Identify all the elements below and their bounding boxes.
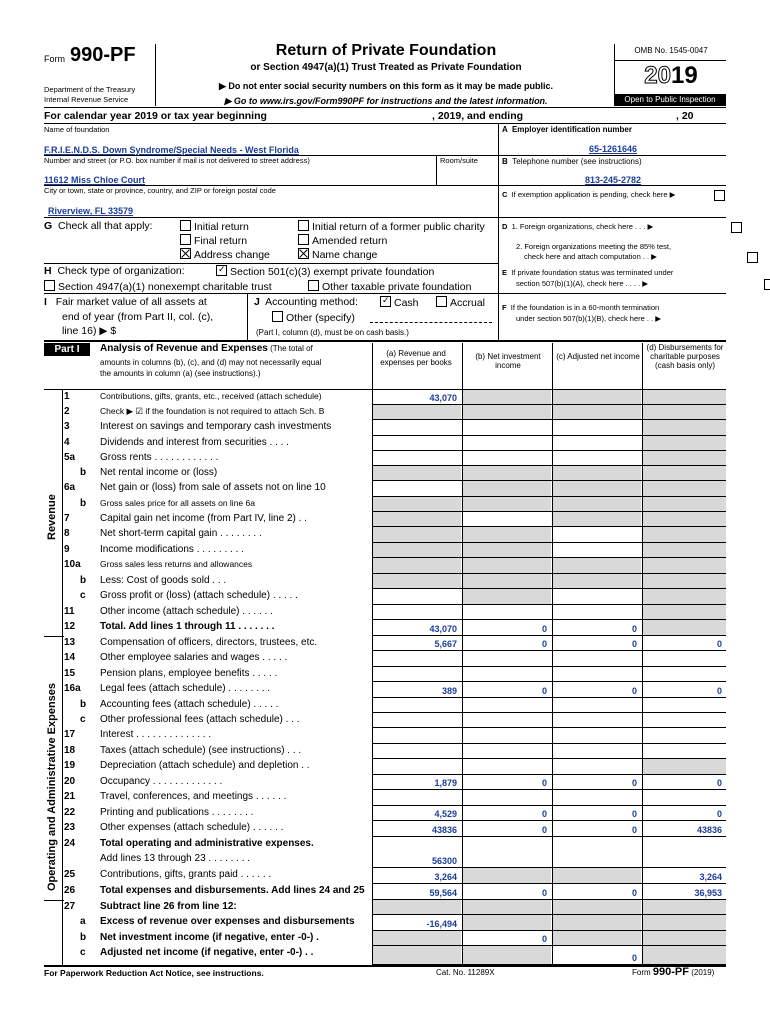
j-other-specify-line[interactable] (370, 322, 492, 323)
shaded-cell (643, 512, 726, 526)
form-title: Return of Private Foundation (275, 42, 497, 59)
room-suite-label: Room/suite (440, 156, 478, 165)
cell-b[interactable]: 0 (541, 624, 547, 634)
shaded-cell (553, 558, 641, 573)
instruction-ssn: ▶ Do not enter social security numbers on this form as it may be made public. (219, 81, 553, 91)
cell-d[interactable]: 0 (716, 639, 722, 649)
shaded-cell (553, 466, 641, 480)
row-label: Adjusted net income (if negative, enter -0-) . . (100, 947, 314, 958)
j-other[interactable]: Other (specify) (272, 311, 355, 324)
g-address-change[interactable]: Address change (180, 248, 270, 261)
row-label: Income modifications . . . . . . . . . (100, 544, 244, 555)
row-label: Depreciation (attach schedule) and depletion . . (100, 760, 310, 771)
dept-line1: Department of the Treasury (44, 85, 136, 94)
section-i-line3: line 16) ▶ $ (62, 325, 117, 337)
shaded-cell (643, 620, 726, 635)
row-number: 17 (64, 729, 76, 740)
shaded-cell (643, 405, 726, 419)
shaded-cell (463, 558, 551, 573)
shaded-cell (373, 931, 461, 945)
shaded-cell (463, 900, 551, 914)
cell-c[interactable]: 0 (631, 888, 637, 898)
cell-b[interactable]: 0 (541, 809, 547, 819)
footer-paperwork: For Paperwork Reduction Act Notice, see instructions. (44, 968, 264, 978)
calendar-year-label: For calendar year 2019 or tax year beginning (44, 110, 267, 122)
shaded-cell (643, 390, 726, 404)
shaded-cell (463, 589, 551, 604)
row-label: Net rental income or (loss) (100, 467, 218, 478)
f-line1: F If the foundation is in a 60-month termination (502, 303, 660, 312)
shaded-cell (553, 390, 641, 404)
row-number: 27 (64, 901, 76, 912)
row-number: 14 (64, 652, 76, 663)
row-number: 24 (64, 838, 76, 849)
cell-d[interactable]: 3,264 (699, 872, 722, 882)
row-number: 12 (64, 621, 76, 632)
row-number: 5a (64, 452, 76, 463)
shaded-cell (463, 915, 551, 930)
shaded-cell (643, 946, 726, 964)
shaded-cell (463, 481, 551, 496)
shaded-cell (643, 558, 726, 573)
footer-cat-no: Cat. No. 11289X (436, 968, 495, 977)
shaded-cell (463, 543, 551, 557)
g-amended-return[interactable]: Amended return (298, 234, 387, 247)
row-number: 16a (64, 683, 81, 694)
row-number: 22 (64, 807, 76, 818)
row-number: 21 (64, 791, 76, 802)
row-divider (372, 727, 726, 728)
row-number: 13 (64, 637, 76, 648)
col-a-header: (a) Revenue and expenses per books (380, 349, 452, 367)
row-number: c (80, 714, 86, 725)
omb-number: OMB No. 1545-0047 (634, 46, 708, 55)
calendar-end-year: , 20 (676, 110, 694, 122)
row-number: 7 (64, 513, 70, 524)
row-number: a (80, 916, 86, 927)
calendar-ending-label: , 2019, and ending (432, 110, 524, 122)
row-number: c (80, 590, 86, 601)
h-501c3[interactable]: ✓ Section 501(c)(3) exempt private foundation (216, 265, 434, 278)
row-label: Excess of revenue over expenses and disbursements (100, 916, 355, 927)
row-label: Subtract line 26 from line 12: (100, 901, 237, 912)
cell-c[interactable]: 0 (631, 639, 637, 649)
cell-b[interactable]: 0 (541, 778, 547, 788)
g-initial-return[interactable]: Initial return (180, 220, 249, 233)
d2-checkbox[interactable] (747, 252, 758, 263)
cell-b[interactable]: 0 (541, 934, 547, 944)
row-label: Contributions, gifts, grants paid . . . . . . (100, 869, 272, 880)
shaded-cell (643, 527, 726, 542)
cell-b[interactable]: 0 (541, 888, 547, 898)
part1-desc2: the amounts in column (a) (see instructions).) (100, 369, 261, 378)
shaded-cell (643, 466, 726, 480)
cell-c[interactable]: 0 (631, 686, 637, 696)
shaded-cell (373, 558, 461, 573)
shaded-cell (643, 481, 726, 496)
h-other-taxable[interactable]: Other taxable private foundation (308, 280, 471, 293)
row-number: 2 (64, 406, 70, 417)
shaded-cell (643, 420, 726, 435)
phone-section: B Telephone number (see instructions) (502, 157, 642, 166)
dept-line2: Internal Revenue Service (44, 95, 129, 104)
row-label: Gross sales less returns and allowances (100, 559, 253, 569)
row-label-cont: Add lines 13 through 23 . . . . . . . . (100, 853, 251, 864)
shaded-cell (463, 527, 551, 542)
street-label: Number and street (or P.O. box number if mail is not delivered to street address) (44, 156, 310, 165)
g-final-return[interactable]: Final return (180, 234, 247, 247)
row-number: 23 (64, 822, 76, 833)
e-checkbox[interactable] (764, 279, 770, 290)
section-i-line2: end of year (from Part II, col. (c), (62, 311, 214, 323)
shaded-cell (643, 436, 726, 450)
row-label: Occupancy . . . . . . . . . . . . . (100, 776, 223, 787)
foundation-name-label: Name of foundation (44, 125, 110, 134)
row-label: Other employee salaries and wages . . . . . (100, 652, 288, 663)
row-number: 11 (64, 606, 75, 617)
cell-a[interactable]: 5,667 (434, 639, 457, 649)
cell-c[interactable]: 0 (631, 953, 637, 963)
cell-a[interactable]: 59,564 (429, 888, 457, 898)
footer-form-id: Form 990-PF (2019) (632, 966, 715, 978)
part1-desc1: amounts in columns (b), (c), and (d) may not necessarily equal (100, 358, 322, 367)
city-label: City or town, state or province, country, and ZIP or foreign postal code (44, 186, 276, 195)
cell-a[interactable]: 56300 (431, 856, 457, 866)
shaded-cell (463, 497, 551, 511)
exemption-pending-checkbox[interactable] (714, 190, 725, 201)
section-g-label: G Check all that apply: (44, 220, 153, 232)
shaded-cell (463, 574, 551, 588)
shaded-cell (373, 466, 461, 480)
shaded-cell (643, 497, 726, 511)
tax-year: 2019 (644, 62, 698, 89)
shaded-cell (553, 512, 641, 526)
row-number: b (80, 932, 87, 943)
shaded-cell (643, 759, 726, 774)
row-label: Interest . . . . . . . . . . . . . . (100, 729, 212, 740)
row-number: 19 (64, 760, 76, 771)
row-number: 6a (64, 482, 76, 493)
exemption-pending: C If exemption application is pending, check here ▶ (502, 190, 676, 199)
shaded-cell (643, 574, 726, 588)
row-label: Other professional fees (attach schedule) . . . (100, 714, 300, 725)
row-number: 8 (64, 528, 70, 539)
cell-c[interactable]: 0 (631, 825, 637, 835)
cell-b[interactable]: 0 (541, 686, 547, 696)
open-to-public-banner: Open to Public Inspection (614, 94, 726, 106)
row-number: b (80, 699, 87, 710)
city-value[interactable]: Riverview, FL 33579 (48, 206, 134, 216)
g-initial-return-former[interactable]: Initial return of a former public charity (298, 220, 485, 233)
col-d-header: (d) Disbursements for charitable purposes (cash basis only) (646, 343, 724, 370)
row-divider (372, 774, 726, 775)
j-cash[interactable]: ✓ Cash (380, 296, 419, 309)
cell-a[interactable]: 43836 (431, 825, 457, 835)
row-divider (372, 712, 726, 713)
section-h-label: H Check type of organization: (44, 265, 185, 277)
row-label: Gross rents . . . . . . . . . . . . (100, 452, 219, 463)
row-label: Pension plans, employee benefits . . . . . (100, 668, 278, 679)
row-number: 9 (64, 544, 70, 555)
shaded-cell (373, 900, 461, 914)
row-label: Printing and publications . . . . . . . . (100, 807, 254, 818)
row-label: Contributions, gifts, grants, etc., received (attach schedule) (100, 391, 322, 401)
d2-line1: 2. Foreign organizations meeting the 85% test, (516, 242, 672, 251)
cell-d[interactable]: 0 (716, 686, 722, 696)
shaded-cell (463, 868, 551, 883)
row-label: Dividends and interest from securities . . . . (100, 437, 289, 448)
shaded-cell (463, 466, 551, 480)
cell-d[interactable]: 0 (716, 809, 722, 819)
part1-tag: Part I (44, 343, 90, 356)
cell-a[interactable]: 43,070 (429, 624, 457, 634)
form-word: Form (44, 54, 65, 64)
row-label: Gross sales price for all assets on line 6a (100, 498, 255, 508)
row-number: 4 (64, 437, 70, 448)
section-j-label: J Accounting method: (254, 296, 358, 308)
shaded-cell (643, 605, 726, 619)
shaded-cell (373, 574, 461, 588)
cell-a[interactable]: 389 (441, 686, 457, 696)
row-label: Taxes (attach schedule) (see instructions) . . . (100, 745, 302, 756)
shaded-cell (463, 405, 551, 419)
row-number: 26 (64, 885, 76, 896)
shaded-cell (643, 915, 726, 930)
row-number: 1 (64, 391, 70, 402)
row-number: b (80, 575, 87, 586)
g-name-change[interactable]: Name change (298, 248, 377, 261)
shaded-cell (643, 451, 726, 465)
f-line2: under section 507(b)(1)(B), check here . . ▶ (516, 314, 661, 323)
shaded-cell (553, 574, 641, 588)
foundation-name-value[interactable]: F.R.I.E.N.D.S. Down Syndrome/Special Needs - West Florida (44, 145, 299, 155)
row-label: Total operating and administrative expenses. (100, 838, 314, 849)
shaded-cell (553, 900, 641, 914)
row-label: Net gain or (loss) from sale of assets not on line 10 (100, 482, 326, 493)
row-label: Total. Add lines 1 through 11 . . . . . . . (100, 621, 275, 632)
shaded-cell (373, 497, 461, 511)
row-label: Gross profit or (loss) (attach schedule) . . . . . (100, 590, 298, 601)
shaded-cell (553, 868, 641, 883)
row-divider (372, 883, 726, 884)
phone-value[interactable]: 813-245-2782 (584, 175, 642, 185)
street-value[interactable]: 11612 Miss Chloe Court (44, 175, 146, 185)
row-number: 3 (64, 421, 70, 432)
shaded-cell (643, 543, 726, 557)
row-number: b (80, 467, 87, 478)
col-b-header: (b) Net investment income (475, 352, 541, 370)
col-c-header: (c) Adjusted net income (556, 352, 640, 361)
cell-c[interactable]: 0 (631, 809, 637, 819)
ein-value[interactable]: 65-1261646 (588, 144, 638, 154)
row-label: Compensation of officers, directors, trustees, etc. (100, 637, 318, 648)
shaded-cell (373, 512, 461, 526)
cell-d[interactable]: 43836 (696, 825, 722, 835)
row-label: Capital gain net income (from Part IV, line 2) . . (100, 513, 307, 524)
shaded-cell (373, 946, 461, 964)
shaded-cell (553, 405, 641, 419)
d1-checkbox[interactable] (731, 222, 742, 233)
cell-b[interactable]: 0 (541, 639, 547, 649)
row-divider (372, 820, 726, 821)
side-label-revenue: Revenue (46, 494, 58, 540)
cell-a[interactable]: 1,879 (434, 778, 457, 788)
side-label-expenses: Operating and Administrative Expenses (46, 682, 58, 891)
cell-a[interactable]: 4,529 (434, 809, 457, 819)
cell-c[interactable]: 0 (631, 624, 637, 634)
row-number: 10a (64, 559, 81, 570)
ein-section: A Employer identification number (502, 125, 632, 134)
cell-a[interactable]: 3,264 (434, 872, 457, 882)
shaded-cell (643, 900, 726, 914)
shaded-cell (553, 481, 641, 496)
row-divider (372, 743, 726, 744)
shaded-cell (373, 527, 461, 542)
shaded-cell (553, 497, 641, 511)
shaded-cell (373, 543, 461, 557)
row-divider (372, 666, 726, 667)
row-number: 25 (64, 869, 76, 880)
shaded-cell (643, 589, 726, 604)
cell-d[interactable]: 0 (716, 778, 722, 788)
shaded-cell (643, 931, 726, 945)
row-number: c (80, 947, 86, 958)
cell-c[interactable]: 0 (631, 778, 637, 788)
form-number: 990-PF (70, 44, 136, 66)
row-label: Interest on savings and temporary cash investments (100, 421, 332, 432)
row-label: Other expenses (attach schedule) . . . . . . (100, 822, 284, 833)
row-label: Legal fees (attach schedule) . . . . . . . . (100, 683, 271, 694)
shaded-cell (373, 405, 461, 419)
row-divider (372, 681, 726, 682)
cell-a[interactable]: -16,494 (426, 919, 457, 929)
row-divider (372, 805, 726, 806)
row-number: 20 (64, 776, 76, 787)
instruction-website: ▶ Go to www.irs.gov/Form990PF for instructions and the latest information. (224, 96, 548, 106)
shaded-cell (463, 390, 551, 404)
row-label: Net investment income (if negative, enter -0-) . (100, 932, 319, 943)
row-number: b (80, 498, 87, 509)
cell-b[interactable]: 0 (541, 825, 547, 835)
row-divider (372, 650, 726, 651)
j-accrual[interactable]: Accrual (436, 296, 485, 309)
row-label: Travel, conferences, and meetings . . . . . . (100, 791, 287, 802)
row-label: Total expenses and disbursements. Add lines 24 and 25 (100, 885, 365, 896)
row-label: Other income (attach schedule) . . . . . . (100, 606, 273, 617)
cell-a[interactable]: 43,070 (429, 393, 457, 403)
e-line2: section 507(b)(1)(A), check here . . . . ▶ (516, 279, 649, 288)
j-cash-basis-note: (Part I, column (d), must be on cash basis.) (256, 328, 409, 337)
row-divider (372, 789, 726, 790)
shaded-cell (463, 946, 551, 964)
row-divider (372, 836, 726, 837)
row-divider (372, 697, 726, 698)
row-divider (372, 635, 726, 636)
row-label: Net short-term capital gain . . . . . . . . (100, 528, 262, 539)
e-line1: E If private foundation status was terminated under (502, 268, 674, 277)
row-label: Less: Cost of goods sold . . . (100, 575, 227, 586)
row-number: 15 (64, 668, 76, 679)
h-4947[interactable]: Section 4947(a)(1) nonexempt charitable trust (44, 280, 272, 293)
section-i-line1: I Fair market value of all assets at (44, 296, 207, 308)
row-label: Accounting fees (attach schedule) . . . . . (100, 699, 279, 710)
d2-line2: check here and attach computation . . ▶ (524, 252, 657, 261)
form-subtitle: or Section 4947(a)(1) Trust Treated as Private Foundation (250, 62, 522, 73)
cell-d[interactable]: 36,953 (694, 888, 722, 898)
d1-foreign-orgs: D 1. Foreign organizations, check here . . . ▶ (502, 222, 654, 231)
part1-title: Analysis of Revenue and Expenses (The total of (100, 343, 313, 354)
row-number: 18 (64, 745, 76, 756)
row-label: Check ▶ ☑ if the foundation is not required to attach Sch. B (100, 406, 325, 416)
shaded-cell (553, 915, 641, 930)
shaded-cell (553, 931, 641, 945)
